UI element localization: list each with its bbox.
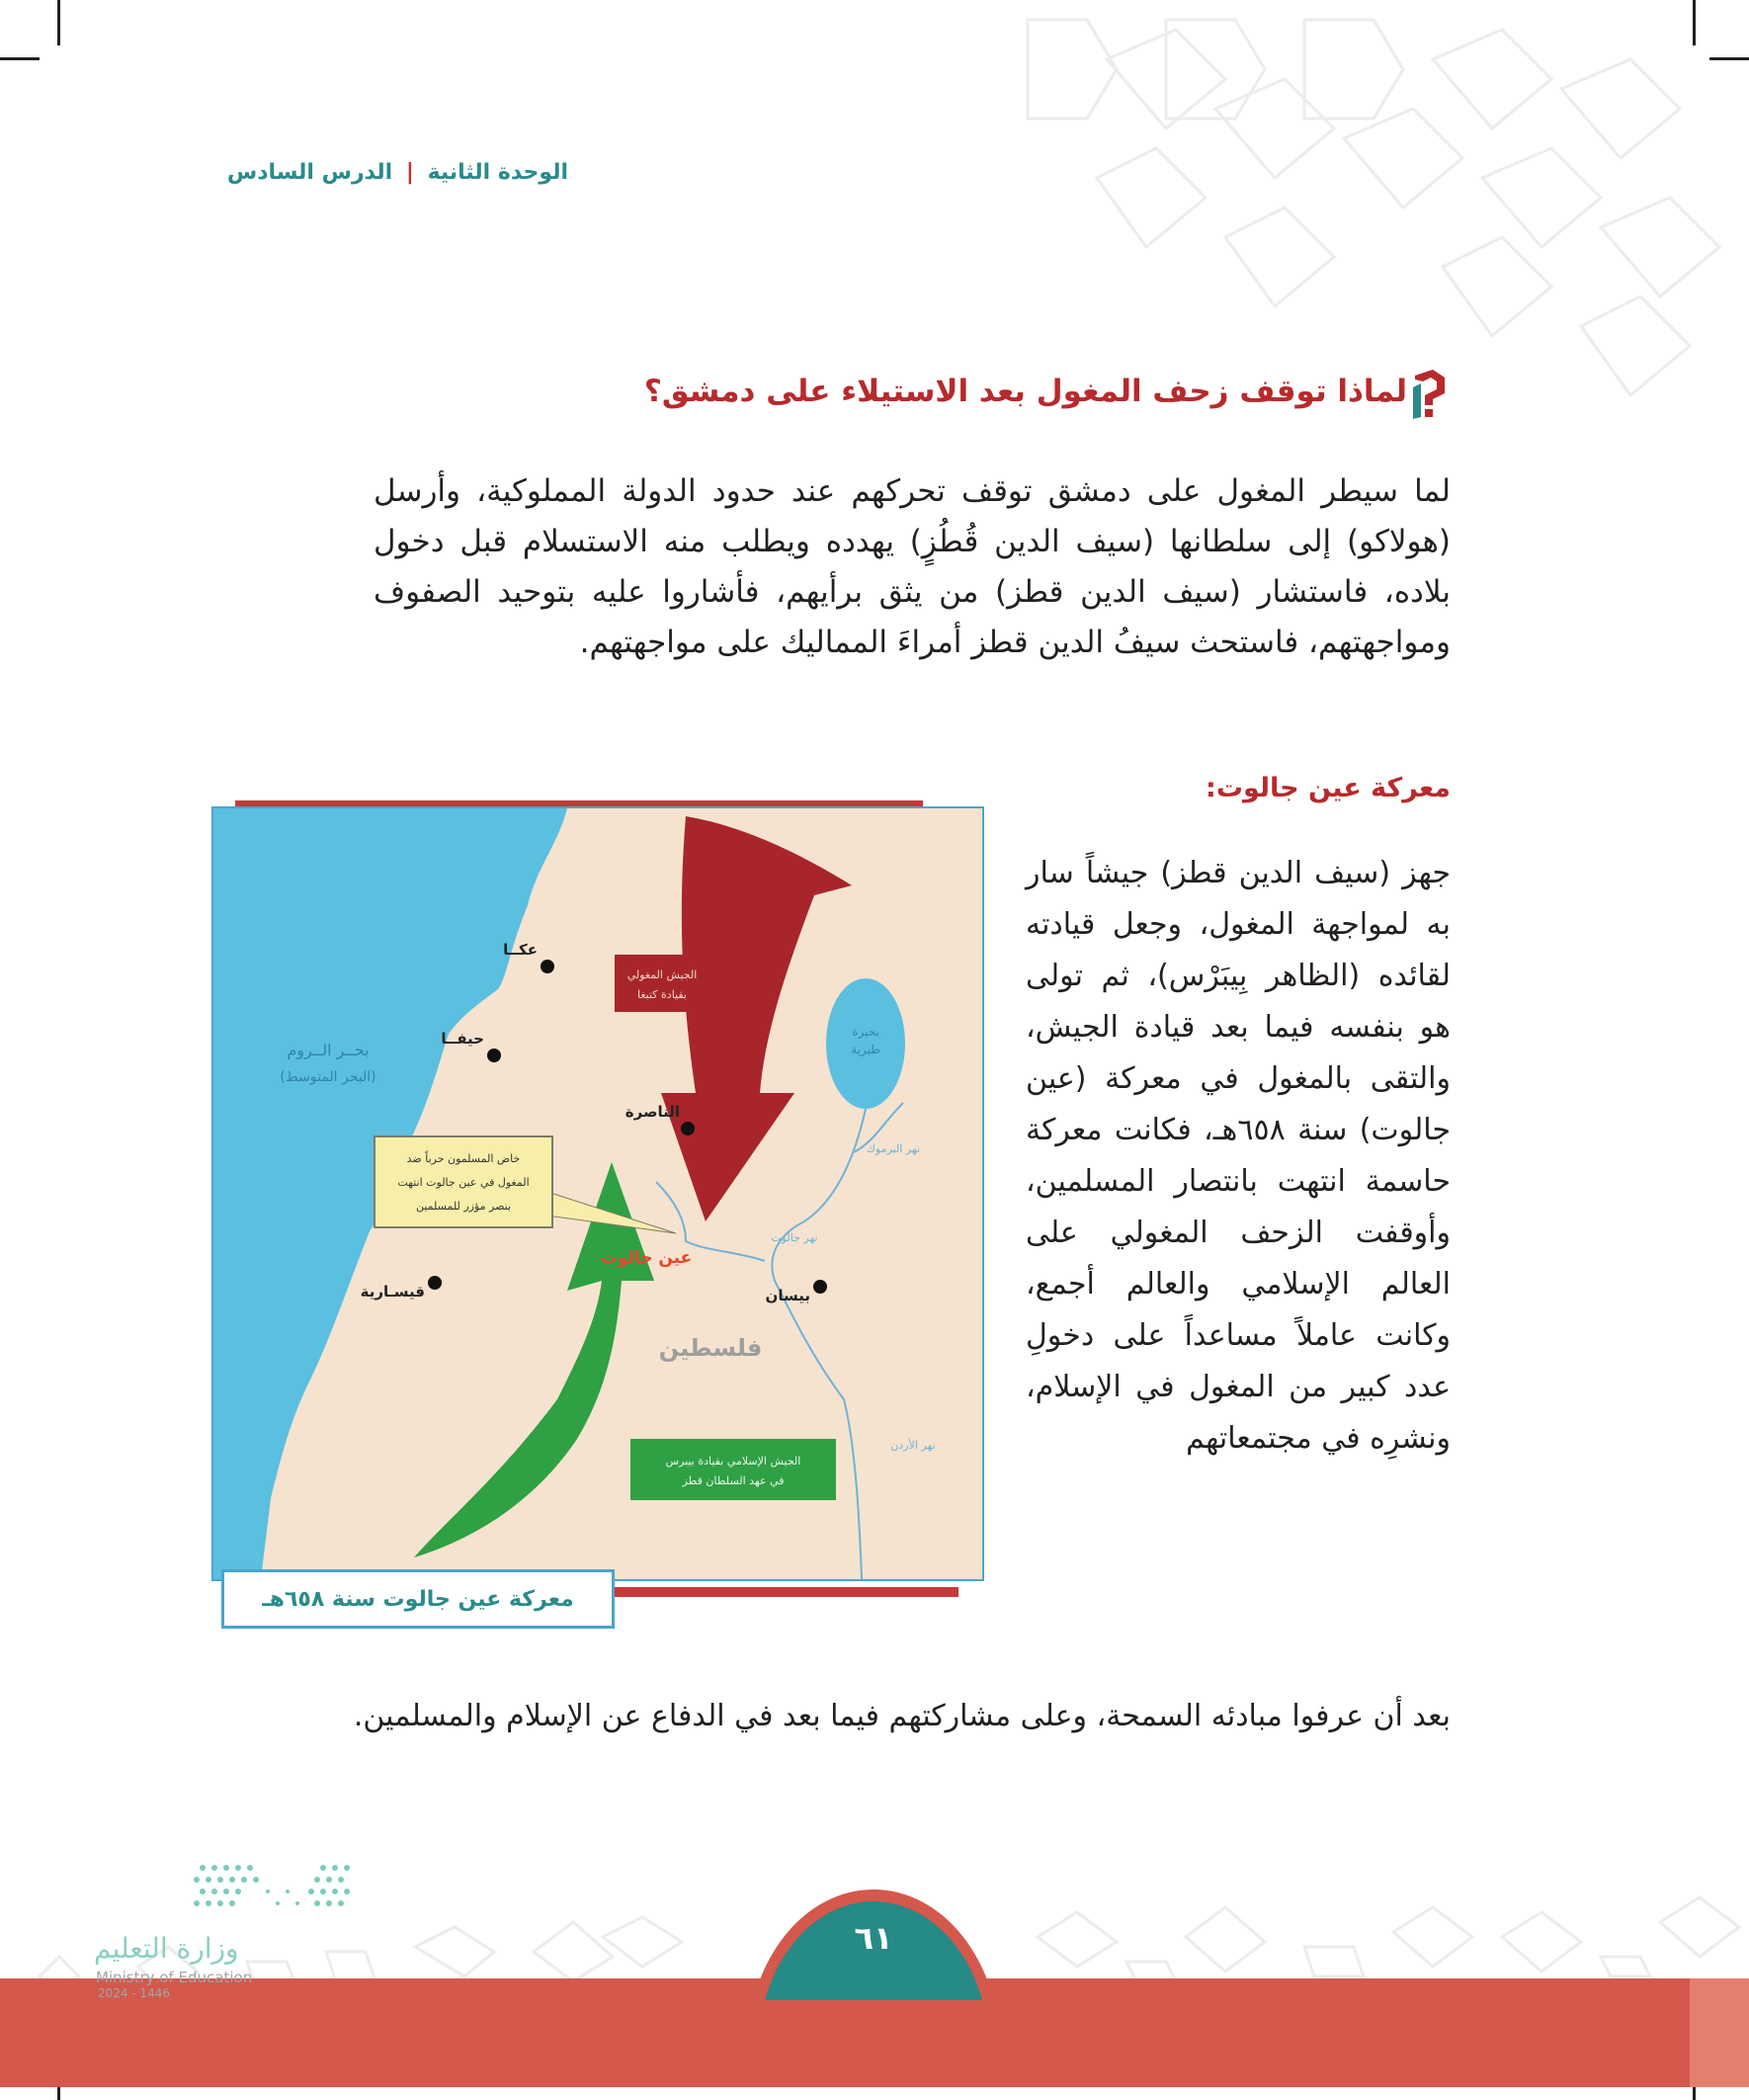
muslim-army-label-sub: في عهد السلطان قطز (682, 1474, 785, 1487)
mongol-army-box (615, 955, 709, 1012)
crop-mark (1693, 0, 1696, 45)
ministry-logo-dots (94, 1858, 361, 1986)
city-label-acre: عكــا (503, 941, 538, 959)
callout-line: خاض المسلمون حرباً ضد (406, 1152, 521, 1165)
page-number: ٦١ (854, 1919, 893, 1957)
river-label: نهر جالوت (771, 1231, 818, 1244)
region-label: فلسطين (658, 1334, 763, 1362)
callout-line: بنصر مؤزر للمسلمين (415, 1200, 512, 1213)
city-dot-caesarea (428, 1276, 442, 1290)
ministry-name-arabic: وزارة التعليم (94, 1932, 239, 1965)
city-label-haifa: حيفــا (441, 1030, 484, 1048)
lake-label: بحيرة (852, 1025, 879, 1039)
section-subheading: معركة عين جالوت: (1206, 773, 1451, 803)
river-label: نهر الأردن (890, 1439, 936, 1452)
muslim-army-label: الجيش الإسلامي بقيادة بيبرس (665, 1455, 801, 1468)
city-label-beisan: بيسان (765, 1287, 810, 1304)
running-header (227, 160, 568, 185)
closing-paragraph: بعد أن عرفوا مبادئه السمحة، وعلى مشاركتهم فيما بعد في الدفاع عن الإسلام والمسلمين. (353, 1699, 1451, 1733)
city-dot-acre (541, 960, 554, 973)
city-label-caesarea: قيسـارية (360, 1283, 425, 1301)
edition-year: 2024 - 1446 (98, 1986, 171, 2000)
map-caption: معركة عين جالوت سنة ٦٥٨هـ (221, 1569, 615, 1629)
question-mark-icon (1413, 370, 1447, 419)
battle-paragraph: جهز (سيف الدين قطز) جيشاً سار به لمواجهة المغول، وجعل قيادته لقائده (الظاهر بِيبَرْس)، ثم تولى هو بنفسه فيما بعد قيادة الجيش، والتقى بالمغول في معركة (عين جالوت) سنة ٦٥٨هـ، فكانت معركة حاسمة انتهت بانتصار المسلمين، وأوقفت الزحف المغولي على العالم الإسلامي والعالم أجمع، وكانت عاملاً مساعداً على دخولِ عدد كبير من المغول في الإسلام، ونشرِه في مجتمعاتهم (1026, 856, 1451, 1456)
city-label-nazareth: الناصرة (625, 1103, 680, 1121)
city-dot-haifa (487, 1049, 501, 1062)
unit-label: الوحدة الثانية (427, 160, 568, 185)
callout-line: المغول في عين جالوت انتهت (397, 1176, 530, 1189)
muslim-army-box (630, 1439, 836, 1500)
header-separator: | (405, 160, 414, 185)
footer-band-accent (1690, 1978, 1749, 2087)
river-label: نهر اليرموك (866, 1142, 921, 1155)
mongol-army-label-sub: بقيادة كتبغا (637, 988, 687, 1001)
sea-label-sub: (البحر المتوسط) (280, 1069, 376, 1085)
battle-map (211, 806, 984, 1581)
battle-site-label: عين جالوت (600, 1248, 693, 1268)
sea-label: بحــر الــروم (287, 1041, 370, 1059)
ministry-name-english: Ministry of Education (96, 1969, 253, 1986)
crop-mark (1709, 57, 1749, 60)
city-dot-beisan (813, 1280, 827, 1294)
lesson-label: الدرس السادس (226, 160, 393, 185)
crop-mark (0, 57, 40, 60)
lake-label-sub: طبرية (851, 1043, 880, 1056)
city-dot-nazareth (681, 1122, 695, 1135)
question-title: لماذا توقف زحف المغول بعد الاستيلاء على دمشق؟ (643, 374, 1407, 409)
mongol-army-label: الجيش المغولي (626, 968, 698, 981)
crop-mark (57, 0, 60, 45)
intro-paragraph: لما سيطر المغول على دمشق توقف تحركهم عند حدود الدولة المملوكية، وأرسل (هولاكو) إلى سلطانها (سيف الدين قُطُزٍ) يهدده ويطلب منه الاستسلام قبل دخول بلاده، فاستشار (سيف الدين قطز) من يثق برأيهم، فأشاروا عليه بتوحيد الصفوف ومواجهتهم، فاستحث سيفُ الدين قطز أمراءَ المماليك على مواجهتهم. (374, 473, 1451, 660)
